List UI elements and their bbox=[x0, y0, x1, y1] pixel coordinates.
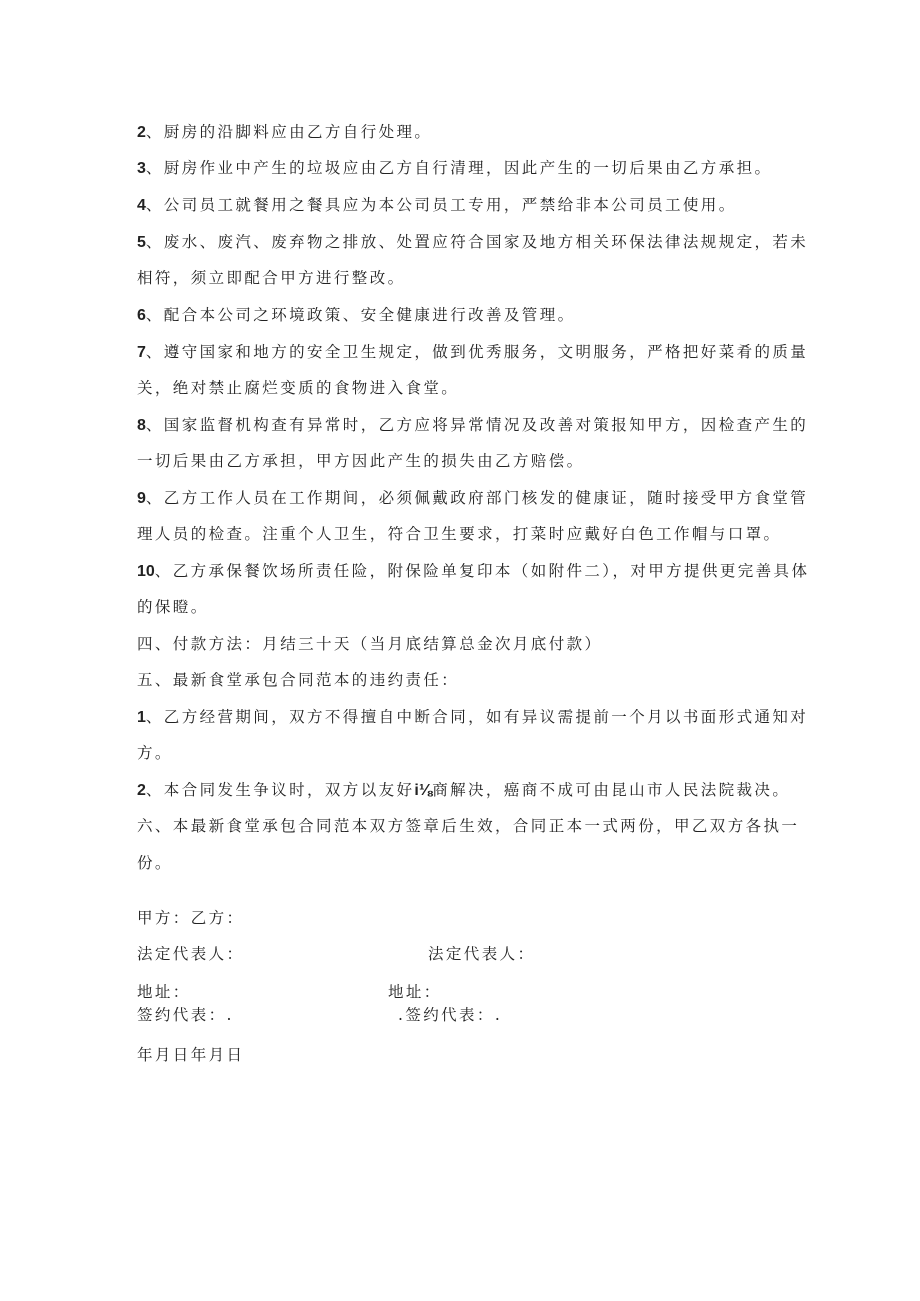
section-6-continued: 份。 bbox=[137, 854, 173, 872]
breach-clause-2 bbox=[137, 780, 790, 801]
date-line: 年月日年月日 bbox=[137, 1046, 245, 1064]
section-4-payment: 四、付款方法：月结三十天（当月底结算总金次月底付款） bbox=[137, 635, 603, 653]
clause-text: 、乙方经营期间，双方不得擅自中断合同，如有异议需提前一个月以书面形式通知对 bbox=[145, 708, 809, 726]
clause-number: 2 bbox=[137, 124, 146, 141]
clause-9-continued: 理人员的检查。注重个人卫生，符合卫生要求，打菜时应戴好白色工作帽与口罩。 bbox=[137, 525, 782, 543]
parties-label: 甲方：乙方： bbox=[137, 909, 245, 927]
clause-text: 、本合同发生争议时，双方以友好 bbox=[145, 781, 415, 799]
section-6-effect: 六、本最新食堂承包合同范本双方签章后生效，合同正本一式两份，甲乙双方各执一 bbox=[137, 817, 800, 835]
clause-number: 1 bbox=[137, 709, 146, 726]
address-left: 地址： bbox=[137, 983, 191, 1001]
clause-number: 4 bbox=[137, 197, 146, 214]
clause-7 bbox=[137, 342, 808, 363]
clause-text: 、废水、废汽、废弃物之排放、处置应符合国家及地方相关环保法律法规规定，若未 bbox=[145, 233, 809, 251]
section-5-breach-heading: 五、最新食堂承包合同范本的违约责任： bbox=[137, 671, 460, 689]
clause-text: 、乙方承保餐饮场所责任险，附保险单复印本（如附件二），对甲方提供更完善具体 bbox=[154, 562, 810, 580]
legal-rep-right: 法定代表人： bbox=[428, 945, 536, 963]
clause-2 bbox=[137, 122, 432, 143]
breach-clause-1 bbox=[137, 707, 808, 728]
clause-text: 、厨房的沿脚料应由乙方自行处理。 bbox=[145, 123, 433, 141]
clause-text: 、国家监督机构查有异常时，乙方应将异常情况及改善对策报知甲方，因检查产生的 bbox=[145, 416, 809, 434]
signatory-left: 签约代表：. bbox=[137, 1006, 234, 1024]
clause-number: 2 bbox=[137, 782, 146, 799]
clause-text: 、配合本公司之环境政策、安全健康进行改善及管理。 bbox=[145, 306, 576, 324]
breach-clause-1-continued: 方。 bbox=[137, 744, 173, 762]
clause-number: 9 bbox=[137, 490, 146, 507]
clause-6 bbox=[137, 305, 576, 326]
clause-10 bbox=[137, 561, 809, 582]
clause-5-continued: 相符，须立即配合甲方进行整改。 bbox=[137, 269, 406, 287]
clause-number: 6 bbox=[137, 307, 146, 324]
clause-7-continued: 关，绝对禁止腐烂变质的食物进入食堂。 bbox=[137, 379, 460, 397]
clause-8-continued: 一切后果由乙方承担，甲方因此产生的损失由乙方赔偿。 bbox=[137, 452, 585, 470]
clause-10-continued: 的保瞪。 bbox=[137, 598, 209, 616]
clause-number: 3 bbox=[137, 160, 146, 177]
garbled-glyph: i⅛ bbox=[414, 782, 433, 799]
signatory-right: .签约代表：. bbox=[398, 1006, 503, 1024]
legal-rep-left: 法定代表人： bbox=[137, 945, 245, 963]
clause-3 bbox=[137, 158, 772, 179]
clause-9 bbox=[137, 488, 808, 509]
clause-text: 、乙方工作人员在工作期间，必须佩戴政府部门核发的健康证，随时接受甲方食堂管 bbox=[145, 489, 809, 507]
clause-number: 10 bbox=[137, 563, 155, 580]
clause-text: 、遵守国家和地方的安全卫生规定，做到优秀服务，文明服务，严格把好菜肴的质量 bbox=[145, 343, 809, 361]
address-right: 地址： bbox=[388, 983, 442, 1001]
clause-number: 5 bbox=[137, 234, 146, 251]
clause-text: 、厨房作业中产生的垃圾应由乙方自行清理，因此产生的一切后果由乙方承担。 bbox=[145, 159, 773, 177]
clause-text: 商解决，癌商不成可由昆山市人民法院裁决。 bbox=[432, 781, 791, 799]
clause-5 bbox=[137, 232, 808, 253]
clause-8 bbox=[137, 415, 808, 436]
clause-number: 8 bbox=[137, 417, 146, 434]
clause-4 bbox=[137, 195, 737, 216]
clause-number: 7 bbox=[137, 344, 146, 361]
clause-text: 、公司员工就餐用之餐具应为本公司员工专用，严禁给非本公司员工使用。 bbox=[145, 196, 737, 214]
